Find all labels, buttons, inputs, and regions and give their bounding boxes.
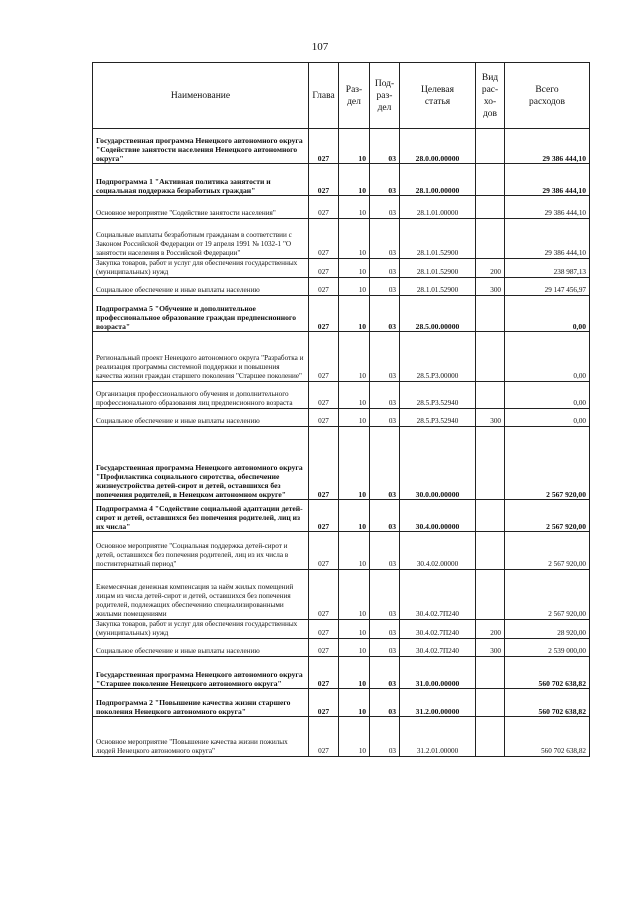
cell-expense-type xyxy=(476,332,505,382)
cell-chapter: 027 xyxy=(309,717,339,757)
table-row xyxy=(93,639,590,657)
cell-total: 29 386 444,10 xyxy=(505,219,590,259)
cell-section: 10 xyxy=(339,296,370,332)
table-row xyxy=(93,219,590,259)
table-row xyxy=(93,620,590,639)
cell-total: 0,00 xyxy=(505,409,590,427)
cell-section: 10 xyxy=(339,427,370,500)
cell-chapter: 027 xyxy=(309,427,339,500)
cell-chapter: 027 xyxy=(309,259,339,278)
cell-expense-type xyxy=(476,532,505,570)
cell-total: 2 567 920,00 xyxy=(505,570,590,620)
cell-expense-type xyxy=(476,657,505,689)
cell-section: 10 xyxy=(339,689,370,717)
cell-subsection: 03 xyxy=(370,570,400,620)
cell-subsection: 03 xyxy=(370,532,400,570)
cell-target: 28.1.01.00000 xyxy=(400,196,476,219)
cell-subsection: 03 xyxy=(370,500,400,532)
table-row xyxy=(93,427,590,500)
cell-subsection: 03 xyxy=(370,639,400,657)
table-row xyxy=(93,689,590,717)
cell-subsection: 03 xyxy=(370,657,400,689)
header-row xyxy=(93,63,590,129)
cell-expense-type xyxy=(476,219,505,259)
cell-target: 28.1.00.00000 xyxy=(400,164,476,196)
cell-subsection: 03 xyxy=(370,382,400,409)
cell-subsection: 03 xyxy=(370,259,400,278)
cell-section: 10 xyxy=(339,570,370,620)
cell-target: 28.5.P3.00000 xyxy=(400,332,476,382)
cell-section: 10 xyxy=(339,639,370,657)
cell-total: 29 386 444,10 xyxy=(505,164,590,196)
cell-section: 10 xyxy=(339,620,370,639)
cell-expense-type xyxy=(476,427,505,500)
cell-total: 0,00 xyxy=(505,332,590,382)
table-row xyxy=(93,409,590,427)
cell-target: 28.5.P3.52940 xyxy=(400,409,476,427)
cell-name: Социальное обеспечение и иные выплаты населению xyxy=(93,409,309,427)
cell-section: 10 xyxy=(339,717,370,757)
cell-chapter: 027 xyxy=(309,570,339,620)
cell-subsection: 03 xyxy=(370,196,400,219)
cell-total: 2 567 920,00 xyxy=(505,532,590,570)
cell-expense-type xyxy=(476,500,505,532)
cell-chapter: 027 xyxy=(309,657,339,689)
table-row xyxy=(93,717,590,757)
cell-target: 31.0.00.00000 xyxy=(400,657,476,689)
cell-name: Закупка товаров, работ и услуг для обеспечения государственных (муниципальных) нужд xyxy=(93,259,309,278)
cell-expense-type xyxy=(476,717,505,757)
table-row xyxy=(93,500,590,532)
cell-section: 10 xyxy=(339,129,370,164)
table-row xyxy=(93,657,590,689)
cell-section: 10 xyxy=(339,657,370,689)
cell-subsection: 03 xyxy=(370,219,400,259)
cell-name: Закупка товаров, работ и услуг для обеспечения государственных (муниципальных) нужд xyxy=(93,620,309,639)
cell-section: 10 xyxy=(339,382,370,409)
header-section: Раз- дел xyxy=(339,63,370,129)
cell-target: 30.4.02.7П240 xyxy=(400,639,476,657)
cell-total: 560 702 638,82 xyxy=(505,657,590,689)
table-row xyxy=(93,382,590,409)
cell-subsection: 03 xyxy=(370,717,400,757)
cell-chapter: 027 xyxy=(309,129,339,164)
cell-total: 2 567 920,00 xyxy=(505,500,590,532)
cell-target: 30.4.02.00000 xyxy=(400,532,476,570)
table-body xyxy=(93,129,590,757)
cell-expense-type xyxy=(476,689,505,717)
cell-total: 2 567 920,00 xyxy=(505,427,590,500)
cell-expense-type xyxy=(476,382,505,409)
cell-section: 10 xyxy=(339,500,370,532)
cell-total: 238 987,13 xyxy=(505,259,590,278)
cell-name: Основное мероприятие "Повышение качества жизни пожилых людей Ненецкого автономного округа" xyxy=(93,717,309,757)
cell-total: 0,00 xyxy=(505,382,590,409)
cell-total: 0,00 xyxy=(505,296,590,332)
cell-chapter: 027 xyxy=(309,332,339,382)
cell-expense-type: 200 xyxy=(476,259,505,278)
cell-name: Подпрограмма 1 "Активная политика занятости и социальная поддержка безработных граждан" xyxy=(93,164,309,196)
cell-total: 29 386 444,10 xyxy=(505,129,590,164)
cell-section: 10 xyxy=(339,409,370,427)
cell-name: Региональный проект Ненецкого автономного округа "Разработка и реализация программы системной поддержки и повышения качества жизни граждан старшего поколения "Старшее поколение" xyxy=(93,332,309,382)
cell-expense-type: 300 xyxy=(476,278,505,296)
cell-total: 560 702 638,82 xyxy=(505,717,590,757)
cell-chapter: 027 xyxy=(309,164,339,196)
table-row xyxy=(93,129,590,164)
cell-name: Основное мероприятие "Социальная поддержка детей-сирот и детей, оставшихся без попечения родителей, лиц из их числа в постинтернатный период" xyxy=(93,532,309,570)
cell-subsection: 03 xyxy=(370,332,400,382)
cell-expense-type xyxy=(476,570,505,620)
cell-target: 30.4.00.00000 xyxy=(400,500,476,532)
cell-expense-type: 300 xyxy=(476,409,505,427)
cell-target: 28.1.01.52900 xyxy=(400,259,476,278)
cell-name: Государственная программа Ненецкого автономного округа "Профилактика социального сиротства, обеспечение жизнеустройства детей-сирот и детей, оставшихся без попечения родителей, в Ненецком автономном округе" xyxy=(93,427,309,500)
cell-subsection: 03 xyxy=(370,620,400,639)
header-subsection: Под- раз- дел xyxy=(370,63,400,129)
page-number: 107 xyxy=(311,41,329,53)
cell-expense-type: 200 xyxy=(476,620,505,639)
cell-name: Подпрограмма 2 "Повышение качества жизни старшего поколения Ненецкого автономного округа" xyxy=(93,689,309,717)
cell-chapter: 027 xyxy=(309,196,339,219)
cell-target: 28.5.00.00000 xyxy=(400,296,476,332)
cell-target: 28.5.P3.52940 xyxy=(400,382,476,409)
cell-name: Социальное обеспечение и иные выплаты населению xyxy=(93,639,309,657)
cell-name: Подпрограмма 4 "Содействие социальной адаптации детей-сирот и детей, оставшихся без попечения родителей, лиц из их числа" xyxy=(93,500,309,532)
cell-expense-type xyxy=(476,164,505,196)
cell-total: 29 147 456,97 xyxy=(505,278,590,296)
cell-expense-type xyxy=(476,129,505,164)
cell-subsection: 03 xyxy=(370,164,400,196)
header-chapter: Глава xyxy=(309,63,339,129)
table-row xyxy=(93,532,590,570)
cell-chapter: 027 xyxy=(309,296,339,332)
cell-section: 10 xyxy=(339,278,370,296)
cell-name: Основное мероприятие "Содействие занятости населения" xyxy=(93,196,309,219)
cell-chapter: 027 xyxy=(309,689,339,717)
cell-target: 30.0.00.00000 xyxy=(400,427,476,500)
cell-subsection: 03 xyxy=(370,689,400,717)
cell-subsection: 03 xyxy=(370,129,400,164)
cell-chapter: 027 xyxy=(309,219,339,259)
cell-target: 30.4.02.7П240 xyxy=(400,570,476,620)
cell-expense-type: 300 xyxy=(476,639,505,657)
header-expense-type: Вид рас- хо- дов xyxy=(476,63,505,129)
cell-expense-type xyxy=(476,196,505,219)
cell-subsection: 03 xyxy=(370,278,400,296)
cell-subsection: 03 xyxy=(370,296,400,332)
cell-section: 10 xyxy=(339,332,370,382)
header-name: Наименование xyxy=(93,63,309,129)
table-row xyxy=(93,278,590,296)
budget-table xyxy=(92,62,590,757)
cell-section: 10 xyxy=(339,164,370,196)
cell-chapter: 027 xyxy=(309,639,339,657)
cell-name: Подпрограмма 5 "Обучение и дополнительное профессиональное образование граждан предпенсионного возраста" xyxy=(93,296,309,332)
cell-subsection: 03 xyxy=(370,427,400,500)
cell-target: 31.2.01.00000 xyxy=(400,717,476,757)
cell-target: 30.4.02.7П240 xyxy=(400,620,476,639)
table-row xyxy=(93,332,590,382)
cell-target: 28.1.01.52900 xyxy=(400,219,476,259)
cell-total: 2 539 000,00 xyxy=(505,639,590,657)
cell-section: 10 xyxy=(339,259,370,278)
cell-subsection: 03 xyxy=(370,409,400,427)
cell-section: 10 xyxy=(339,532,370,570)
cell-section: 10 xyxy=(339,196,370,219)
cell-target: 28.1.01.52900 xyxy=(400,278,476,296)
header-target: Целевая статья xyxy=(400,63,476,129)
table-row xyxy=(93,259,590,278)
table-row xyxy=(93,570,590,620)
cell-chapter: 027 xyxy=(309,278,339,296)
cell-target: 28.0.00.00000 xyxy=(400,129,476,164)
cell-chapter: 027 xyxy=(309,409,339,427)
cell-name: Организация профессионального обучения и дополнительного профессионального образования лиц предпенсионного возраста xyxy=(93,382,309,409)
cell-chapter: 027 xyxy=(309,620,339,639)
cell-chapter: 027 xyxy=(309,500,339,532)
table-row xyxy=(93,164,590,196)
cell-chapter: 027 xyxy=(309,382,339,409)
cell-chapter: 027 xyxy=(309,532,339,570)
cell-name: Социальные выплаты безработным гражданам в соответствии с Законом Российской Федерации от 19 апреля 1991 № 1032-1 "О занятости населения в Российской Федерации" xyxy=(93,219,309,259)
table-row xyxy=(93,296,590,332)
header-total: Всего расходов xyxy=(505,63,590,129)
cell-name: Государственная программа Ненецкого автономного округа "Старшее поколение Ненецкого автономного округа" xyxy=(93,657,309,689)
cell-target: 31.2.00.00000 xyxy=(400,689,476,717)
cell-name: Ежемесячная денежная компенсация за наём жилых помещений лицам из числа детей-сирот и детей, оставшихся без попечения родителей, подлежащих обеспечению специализированными жилыми помещениями xyxy=(93,570,309,620)
cell-expense-type xyxy=(476,296,505,332)
cell-total: 28 920,00 xyxy=(505,620,590,639)
cell-total: 29 386 444,10 xyxy=(505,196,590,219)
cell-name: Государственная программа Ненецкого автономного округа "Содействие занятости населения Ненецкого автономного округа" xyxy=(93,129,309,164)
cell-name: Социальное обеспечение и иные выплаты населению xyxy=(93,278,309,296)
table-row xyxy=(93,196,590,219)
cell-total: 560 702 638,82 xyxy=(505,689,590,717)
cell-section: 10 xyxy=(339,219,370,259)
